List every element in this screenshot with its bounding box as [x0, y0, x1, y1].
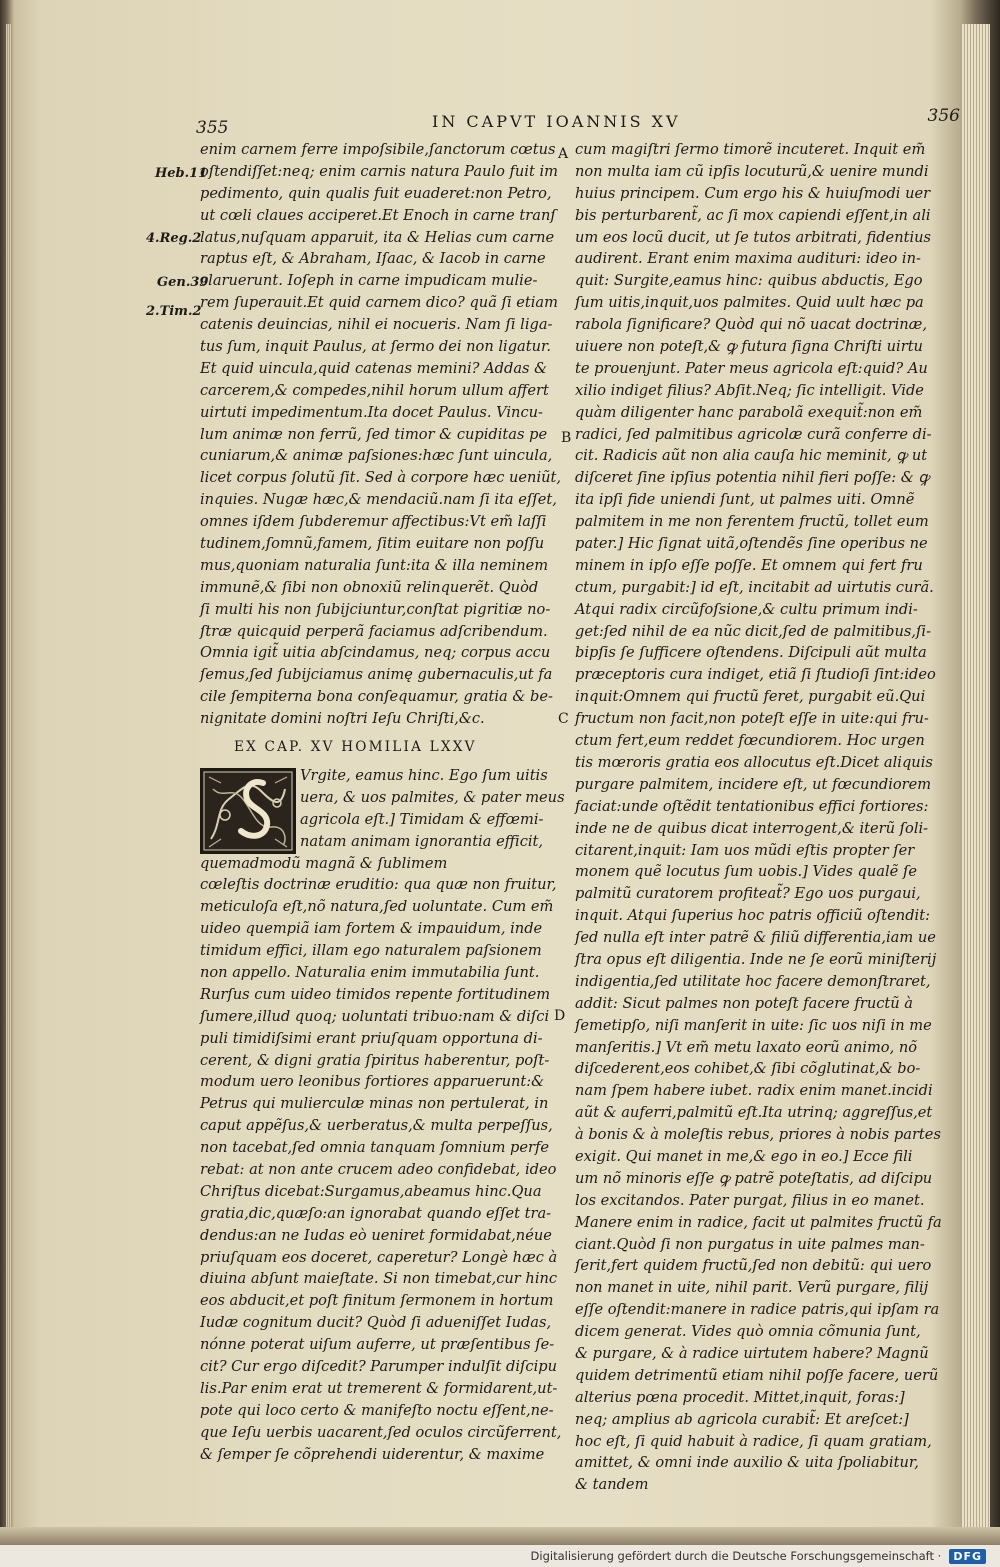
text-line: addit: Sicut palmes non poteſt facere fructũ à — [575, 994, 914, 1012]
section-marker-b: B — [561, 430, 572, 446]
text-line: get:ſed nihil de ea nũc dicit,ſed de palmitibus,ſi- — [575, 622, 932, 640]
text-line: lis.Par enim erat ut tremerent & formidarent,ut- — [200, 1379, 558, 1397]
text-line: Petrus qui mulierculæ minas non pertulerat, in — [200, 1095, 549, 1113]
digitization-footer — [0, 1545, 1000, 1567]
text-line: non tacebat,ſed omnia tanquam ſomnium perfe — [200, 1139, 550, 1157]
text-line: ſemetipſo, niſi manſerit in uite: ſic uos niſi in me — [575, 1016, 932, 1034]
running-head: IN CAPVT IOANNIS XV — [432, 112, 681, 131]
text-line: pater.] Hic ſignat uitã,oſtendẽs ſine operibus ne — [575, 535, 928, 553]
text-line: tus ſum, inquit Paulus, at ſermo dei non ligatur. — [200, 338, 552, 356]
text-line: dicem generat. Vides quò omnia cõmunia ſunt, — [575, 1323, 921, 1341]
text-line: aũt & auferri,palmitũ eſt.Ita utrinq; aggreſſus,et — [575, 1104, 933, 1122]
text-line: ciant.Quòd ſi non purgatus in uite palmes man- — [575, 1235, 925, 1253]
text-line: um nõ minoris eſſe ꝙ patrẽ poteſtatis, ad diſcipu — [575, 1169, 933, 1187]
text-line: pote qui loco certo & manifeſto noctu eſſent,ne- — [200, 1401, 554, 1419]
text-line: amittet, & omni inde auxilio & uita ſpoliabitur, — [575, 1454, 919, 1472]
text-line: natam animam ignorantia efficit, — [300, 832, 544, 850]
text-line: ut cœli claues acciperet.Et Enoch in carne tranſ — [200, 206, 556, 224]
text-line: inquies. Nugæ hæc,& mendaciũ.nam ſi ita eſſet, — [200, 491, 557, 509]
text-line: te prouenjunt. Pater meus agricola eſt:quid? Au — [575, 359, 928, 377]
homily-heading: EX CAP. XV HOMILIA LXXV — [234, 739, 477, 756]
folio-number-left: 355 — [196, 118, 229, 138]
text-line: exigit. Qui manet in me,& ego in eo.] Ecce fili — [575, 1147, 913, 1165]
text-line: ita ipſi fide uniendi ſunt, ut palmes uiti. Omnẽ — [575, 491, 915, 509]
right-page-stack-edge — [962, 24, 990, 1535]
text-line: rem ſuperauit.Et quid carnem dico? quã ſi etiam — [200, 294, 558, 312]
right-column-text — [575, 139, 940, 1496]
text-line: bipſis ſe ſufficere oſtendens. Diſcipuli aũt multa — [575, 644, 927, 662]
text-line: quidem detrimentũ etiam nihil poſſe facere, uerũ — [575, 1366, 939, 1384]
text-line: claruerunt. Ioſeph in carne impudicam mulie- — [200, 272, 538, 290]
section-marker-c: C — [558, 711, 569, 727]
text-line: cerent, & digni gratia ſpiritus haberentur, poſt- — [200, 1051, 550, 1069]
text-line: neq; amplius ab agricola curabit̃: Et areſcet:] — [575, 1410, 909, 1428]
text-line: purgare palmitem, incidere eſt, ut fœcundiorem — [575, 775, 932, 793]
text-line: Rurſus cum uideo timidos repente fortitudinem — [200, 985, 551, 1003]
text-line: diſceret ſine ipſius potentia nihil fieri poſſe: & ꝙ — [575, 469, 930, 487]
text-line: palmitem in me non ferentem fructũ, tollet eum — [575, 513, 929, 531]
text-line: ctum fert,eum reddet fœcundiorem. Hoc urgen — [575, 732, 925, 750]
left-column-top-text — [200, 139, 560, 730]
text-line: eſſe oſtendit:manere in radice patris,qui ipſam ra — [575, 1301, 940, 1319]
ornamental-initial-s-icon — [200, 768, 296, 854]
text-line: uera, & uos palmites, & pater meus — [300, 788, 565, 806]
text-line: Manere enim in radice, facit ut palmites fructũ fa — [575, 1213, 942, 1231]
text-line: ſtræ quicquid perperã faciamus adſcribendum. — [200, 622, 548, 640]
text-line: enim carnem ferre impoſsibile,ſanctorum cœtus — [200, 141, 556, 158]
text-line: raptus eſt, & Abraham, Iſaac, & Iacob in carne — [200, 250, 546, 268]
text-line: los excitandos. Pater purgat, filius in eo manet. — [575, 1191, 925, 1209]
text-line: ſerit,fert quidem fructũ,ſed non debitũ: qui uero — [575, 1257, 932, 1275]
section-marker-d: D — [554, 1008, 566, 1024]
text-line: inde ne de quibus dicat interrogent,& iterũ ſoli- — [575, 819, 929, 837]
text-line: faciat:unde oſtẽdit tentationibus effici fortiores: — [575, 797, 929, 815]
text-line: inquit:Omnem qui fructũ feret, purgabit eũ.Qui — [575, 688, 926, 706]
text-line: cit. Radicis aũt non alia cauſa hic meminit, ꝙ ut — [575, 447, 928, 465]
left-text-column — [200, 139, 565, 1465]
text-line: cœleſtis doctrinæ eruditio: qua quæ non fruitur, — [200, 876, 557, 894]
text-line: que Ieſu uerbis uacarent,ſed oculos circũferrent, — [200, 1423, 562, 1441]
folio-number-right: 356 — [927, 106, 960, 126]
right-text-column — [575, 139, 940, 1496]
text-line: nam ſpem habere iubet. radix enim manet.incidi — [575, 1082, 933, 1100]
text-line: tis mœroris gratia eos allocutus eſt.Dicet aliquis — [575, 753, 933, 771]
text-line: indigentia,ſed utilitate hoc facere demonſtraret, — [575, 972, 931, 990]
text-line: Iudæ cognitum ducit? Quòd ſi adueniſſet Iudas, — [200, 1314, 552, 1332]
margin-note-reg: 4.Reg.2 — [146, 231, 202, 246]
text-line: nignitate domini noſtri Ieſu Chriſti,&c. — [200, 710, 485, 728]
text-line: ſum uitis,inquit,uos palmites. Quid uult hæc pa — [575, 294, 924, 312]
text-line: cit? Cur ergo diſcedit? Parumper indulſit diſcipu — [200, 1357, 557, 1375]
text-line: rabola ſignificare? Quòd qui nõ uacat doctrinæ, — [575, 316, 928, 334]
text-line: oſtendiſſet:neq; enim carnis natura Paulo fuit im — [200, 162, 558, 180]
margin-note-tim: 2.Tim.2 — [146, 304, 202, 319]
text-line: ſumere,illud quoq; uoluntati tribuo:nam & diſci — [200, 1007, 550, 1025]
text-line: & purgare, & à radice uirtutem habere? Magnũ — [575, 1344, 929, 1362]
text-line: nónne poterat uiſum auferre, ut præſentibus ſe- — [200, 1336, 555, 1354]
text-line: inquit. Atqui ſuperius hoc patris officiũ oſtendit: — [575, 907, 930, 925]
text-line: & ſemper ſe cõprehendi uiderentur, & maxime — [200, 1445, 545, 1463]
text-line: meticuloſa eſt,nõ natura,ſed uoluntate. Cum em̃ — [200, 898, 554, 916]
text-line: priuſquam eos doceret, caperetur? Longè hæc à — [200, 1248, 558, 1266]
text-line: um eos locũ ducit, ut ſe tutos arbitrati, fidentius — [575, 228, 932, 246]
text-line: carcerem,& compedes,nihil horum ullum affert — [200, 381, 549, 399]
text-line: caput appẽſus,& uerberatus,& multa perpeſſus, — [200, 1117, 553, 1135]
text-line: licet corpus ſolutũ ſit. Sed à corpore hæc ueniũt, — [200, 469, 562, 487]
text-line: tudinem,ſomnũ,famem, ſitim euitare non poſſu — [200, 535, 545, 553]
text-line: ctum, purgabit:] id eſt, incitabit ad uirtutis curã. — [575, 578, 934, 596]
text-line: radici, ſed palmitibus agricolæ curã conferre di- — [575, 425, 932, 443]
page-header — [196, 106, 966, 138]
text-line: ſemus,ſed ſubijciamus animę gubernaculis,ut fa — [200, 666, 553, 684]
text-line: immunẽ,& ſibi non obnoxiũ relinquerẽt. Quòd — [200, 578, 539, 596]
text-line: uiuere non poteſt,& ꝙ futura ſigna Chriſti uirtu — [575, 338, 923, 356]
text-line: latus,nuſquam apparuit, ita & Helias cum carne — [200, 228, 555, 246]
text-line: Et quid uincula,quid catenas memini? Addas & — [200, 359, 548, 377]
text-line: xilio indiget filius? Abſit.Neq; ſic intelligit. Vide — [575, 381, 924, 399]
text-line: à bonis & à moleſtis rebus, priores à nobis partes — [575, 1126, 941, 1144]
text-line: puli timidiſsimi erant priuſquam opportuna di- — [200, 1029, 543, 1047]
text-line: manſeritis.] Vt em̃ metu laxato eorũ animo, nõ — [575, 1038, 918, 1056]
text-line: huius principem. Cum ergo his & huiuſmodi uer — [575, 184, 931, 202]
text-line: citarent,inquit: Iam uos mũdi eſtis propter ſer — [575, 841, 915, 859]
text-line: uirtuti impedimentum.Ita docet Paulus. Vincu- — [200, 403, 543, 421]
text-line: uideo quempiã iam fortem & impauidum, inde — [200, 920, 543, 938]
footer-credit: Digitalisierung gefördert durch die Deutsche Forschungsgemeinschaft · — [530, 1549, 942, 1563]
text-line: dendus:an ne Iudas eò ueniret formidabat,néue — [200, 1226, 552, 1244]
dfg-logo: DFG — [949, 1549, 986, 1564]
dropcap-paragraph — [200, 765, 565, 853]
text-line: mus,quoniam naturalia ſunt:ita & illa neminem — [200, 556, 549, 574]
text-line: non manet in uite, nihil parit. Verũ purgare, filij — [575, 1279, 929, 1297]
text-line: fructum non facit,non poteſt eſſe in uite:qui fru- — [575, 710, 929, 728]
margin-note-heb: Heb.11 — [155, 166, 208, 181]
text-line: & tandem — [575, 1476, 649, 1494]
text-line: quàm diligenter hanc parabolã exequit̃:non em̃ — [575, 403, 923, 421]
text-line: non multa iam cũ ipſis locuturũ,& uenire mundi — [575, 162, 929, 180]
text-line: catenis deuincias, nihil ei nocueris. Nam ſi liga- — [200, 316, 553, 334]
text-line: ſi multi his non ſubijciuntur,conſtat pigritiæ no- — [200, 600, 551, 618]
text-line: quit: Surgite,eamus hinc: quibus abductis, Ego — [575, 272, 923, 290]
margin-note-gen: Gen.39 — [157, 275, 209, 290]
text-line: præceptoris cura indiget, etiã ſi ſtudioſi ſint:ideo — [575, 666, 936, 684]
text-line: hoc eſt, ſi quid habuit à radice, ſi quam gratiam, — [575, 1432, 932, 1450]
text-line: modum uero leonibus fortiores apparuerunt:& — [200, 1073, 545, 1091]
left-page-stack-edge — [6, 24, 12, 1535]
text-line: Omnia igit̃ uitia abſcindamus, neq; corpus accu — [200, 644, 551, 662]
text-line: Vrgite, eamus hinc. Ego ſum uitis — [300, 766, 548, 784]
text-line: Chriſtus dicebat:Surgamus,abeamus hinc.Qua — [200, 1182, 542, 1200]
text-line: cuniarum,& animæ paſsiones:hæc ſunt uincula, — [200, 447, 553, 465]
section-marker-a: A — [558, 146, 569, 162]
text-line: pedimento, quin qualis fuit euaderet:non Petro, — [200, 184, 552, 202]
text-line: cum magiſtri ſermo timorẽ incuteret. Inquit em̃ — [575, 141, 926, 158]
text-line: rebat: at non ante crucem adeo confidebat, ideo — [200, 1160, 557, 1178]
text-line: palmitũ curatorem profiteat̃? Ego uos purgaui, — [575, 885, 921, 903]
text-line: gratia,dic,quæſo:an ignorabat quando eſſet tra- — [200, 1204, 552, 1222]
text-line: eos abducit,et poſt finitum ſermonem in hortum — [200, 1292, 554, 1310]
text-line: agricola eſt.] Timidam & effœmi- — [300, 810, 544, 828]
bottom-page-edge — [0, 1527, 1000, 1545]
left-column-bottom-text — [200, 853, 560, 1466]
text-line: diſcederent,eos cohibet,& ſibi cõglutinat,& bo- — [575, 1060, 921, 1078]
text-line: lum animæ non ferrũ, ſed timor & cupiditas pe — [200, 425, 548, 443]
text-line: non appello. Naturalia enim immutabilia ſunt. — [200, 963, 540, 981]
text-line: minem in ipſo eſſe poſſe. Et omnem qui fert fru — [575, 556, 923, 574]
text-line: diuina abſunt maieſtate. Si non timebat,cur hinc — [200, 1270, 558, 1288]
text-line: omnes iſdem ſubderemur affectibus:Vt em̃ laſſi — [200, 513, 547, 531]
text-line: audirent. Erant enim maxima audituri: ideo in- — [575, 250, 921, 268]
text-line: quemadmodũ magnã & ſublimem — [200, 854, 448, 872]
text-line: Atqui radix circũfoſsione,& cultu primum indi- — [575, 600, 918, 618]
text-line: monem quẽ locutus ſum uobis.] Vides qualẽ ſe — [575, 863, 917, 881]
text-line: alterius pœna procedit. Mittet,inquit, foras:] — [575, 1388, 905, 1406]
text-line: timidum effici, illam ego naturalem paſsionem — [200, 942, 542, 960]
text-line: ſtra opus eſt diligentia. Inde ne ſe eorũ miniſterij — [575, 950, 937, 968]
text-line: cile ſempiterna bona conſequamur, gratia & be- — [200, 688, 553, 706]
text-line: ſed nulla eſt inter patrẽ & filiũ differentia,iam ue — [575, 929, 936, 947]
text-line: bis perturbarent̃, ac ſi mox capiendi eſſent,in ali — [575, 206, 931, 224]
